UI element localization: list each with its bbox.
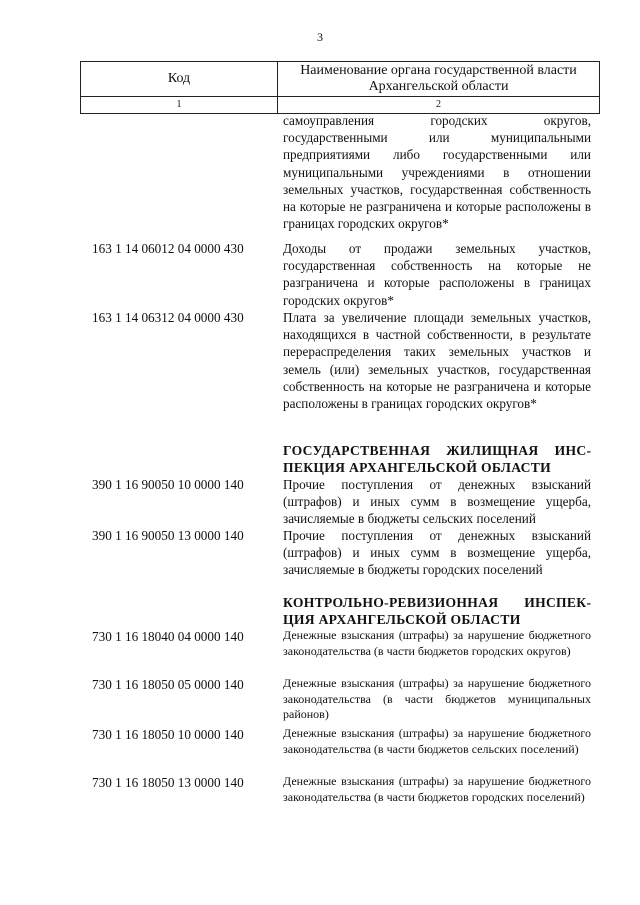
revenue-description: Прочие поступления от денежных взысканий (штрафов) и иных сумм в возмещение ущерба, зачисляемые в бюджеты городских поселений: [283, 528, 591, 578]
revenue-code: 730 1 16 18040 04 0000 140: [92, 629, 244, 644]
column-header-code: Код: [81, 62, 278, 97]
column-number-1: 1: [81, 97, 278, 114]
revenue-description: Денежные взыскания (штрафы) за нарушение бюджетного законодательства (в части бюджетов городских поселений): [283, 774, 591, 804]
revenue-description: Денежные взыскания (штрафы) за нарушение бюджетного законодательства (в части бюджетов муниципальных районов): [283, 676, 591, 721]
revenue-code: 730 1 16 18050 13 0000 140: [92, 775, 244, 790]
revenue-code: 390 1 16 90050 10 0000 140: [92, 477, 244, 492]
revenue-description: Денежные взыскания (штрафы) за нарушение бюджетного законодательства (в части бюджетов сельских поселений): [283, 726, 591, 756]
revenue-description: Прочие поступления от денежных взысканий (штрафов) и иных сумм в возмещение ущерба, зачисляемые в бюджеты сельских поселений: [283, 477, 591, 527]
revenue-code: 730 1 16 18050 10 0000 140: [92, 727, 244, 742]
revenue-code: 163 1 14 06312 04 0000 430: [92, 310, 244, 325]
section-title: ГОСУДАРСТВЕННАЯ ЖИЛИЩНАЯ ИНСПЕКЦИЯ АРХАНГЕЛЬСКОЙ ОБЛАСТИ: [283, 443, 591, 475]
revenue-description: Доходы от продажи земельных участков, государственная собственность на которые не разграничена и которые расположены в границах городских округов*: [283, 241, 591, 308]
column-header-name: Наименование органа государственной власти Архангельской области: [278, 62, 600, 97]
continuation-text: самоуправления городских округов, государственными или муниципальными предприятиями либо государственными или муниципальными учреждениями в отношении земельных участков, государственная собственность на которые не разграничена и которые расположены в границах городских округов*: [283, 113, 591, 232]
column-number-2: 2: [278, 97, 600, 114]
section-title: КОНТРОЛЬНО-РЕВИЗИОННАЯ ИНСПЕКЦИЯ АРХАНГЕЛЬСКОЙ ОБЛАСТИ: [283, 595, 591, 627]
revenue-description: Денежные взыскания (штрафы) за нарушение бюджетного законодательства (в части бюджетов городских округов): [283, 628, 591, 658]
revenue-code: 390 1 16 90050 13 0000 140: [92, 528, 244, 543]
revenue-code: 163 1 14 06012 04 0000 430: [92, 241, 244, 256]
revenue-code: 730 1 16 18050 05 0000 140: [92, 677, 244, 692]
page-number: 3: [317, 30, 323, 44]
table-header: [80, 61, 600, 114]
revenue-description: Плата за увеличение площади земельных участков, находящихся в частной собственности, в результате перераспределения таких земельных участков и земель (или) земельных участков, государственная собственность на которые не разграничена и которые расположены в границах городских округов*: [283, 310, 591, 412]
